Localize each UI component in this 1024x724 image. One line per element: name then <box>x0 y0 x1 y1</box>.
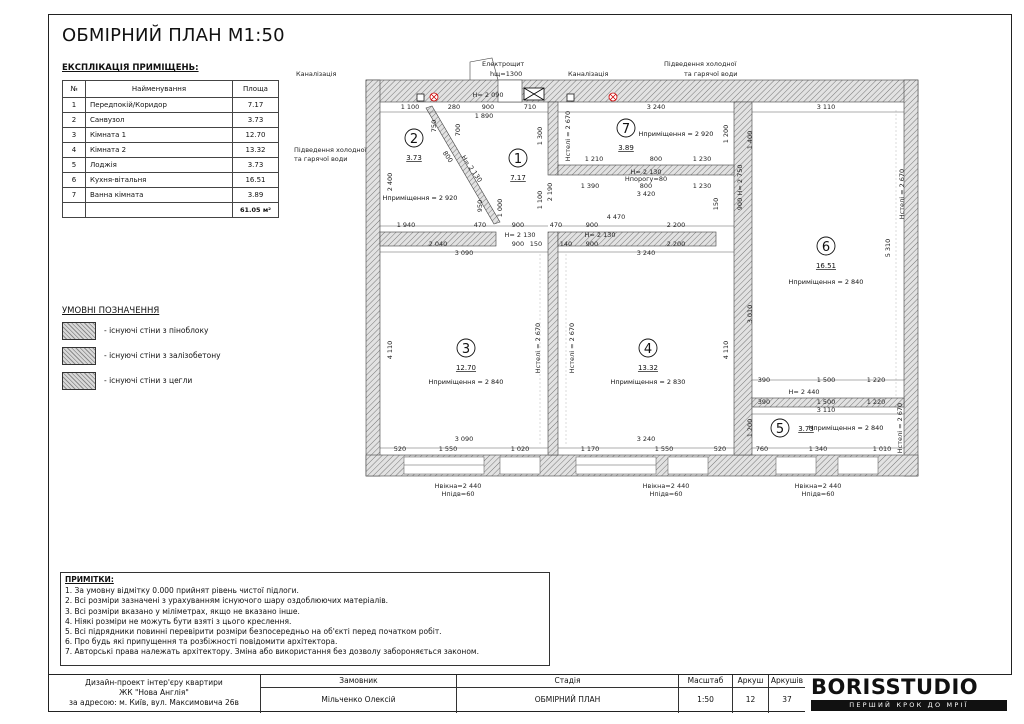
window-height: Hвікна=2 440 <box>642 482 690 490</box>
dimension-label: 1 400 <box>746 130 754 150</box>
dimension-label: 2 400 <box>386 172 394 192</box>
dimension-label: H= 2 090 <box>472 91 504 99</box>
dimension-label: 2 190 <box>546 182 554 202</box>
room-number: 4 <box>63 143 86 158</box>
room-area: 3.89 <box>618 144 634 152</box>
ceiling-height: Hстелі = 2 670 <box>568 322 576 374</box>
room-area: 3.89 <box>233 188 279 203</box>
legend-label: - існуючі стіни з цегли <box>104 376 193 385</box>
room-area: 16.51 <box>815 262 837 270</box>
room-number: 1 <box>513 152 523 167</box>
dimension-label: 1 500 <box>816 398 836 406</box>
supply-label: та гарячої води <box>684 70 738 78</box>
panel-label: Електрощит <box>482 60 525 68</box>
customer-label: Замовник <box>261 675 456 688</box>
total-area: 61.05 м² <box>233 203 279 218</box>
legend-label: - існуючі стіни з піноблоку <box>104 326 209 335</box>
dimension-label: 900 <box>585 240 599 248</box>
dimension-label: 1 230 <box>692 182 712 190</box>
dimension-label: Hпорогу=80 <box>624 175 668 183</box>
dimension-label: 1 020 <box>510 445 530 453</box>
legend-title: УМОВНІ ПОЗНАЧЕННЯ <box>62 306 160 316</box>
dimension-label: 5 310 <box>884 238 892 258</box>
dimension-label: 800 <box>639 182 653 190</box>
room-area: 3.73 <box>798 425 814 433</box>
room-number: 6 <box>821 240 831 255</box>
dimension-label: 1 300 <box>536 126 544 146</box>
ceiling-height: Hстелі = 2 670 <box>898 168 906 220</box>
customer-name: Мільченко Олексій <box>321 695 396 704</box>
dimension-label: 3 110 <box>816 103 836 111</box>
dimension-label: 2 200 <box>666 221 686 229</box>
dimension-label: 800 <box>649 155 663 163</box>
room-name: Ванна кімната <box>86 188 233 203</box>
dimension-label: 1 000 <box>496 198 504 218</box>
room-area: 13.32 <box>637 364 659 372</box>
dimension-label: 1 390 <box>580 182 600 190</box>
dimension-label: 1 100 <box>400 103 420 111</box>
room-name: Лоджія <box>86 158 233 173</box>
room-name: Кімната 2 <box>86 143 233 158</box>
room-height: Hприміщення = 2 840 <box>788 278 864 286</box>
note-item: 1. За умовну відмітку 0.000 прийнят рівень чистої підлоги. <box>65 586 299 596</box>
dimension-label: 1 340 <box>808 445 828 453</box>
sill-height: Hпідв=60 <box>441 490 475 498</box>
sill-height: Hпідв=60 <box>801 490 835 498</box>
col-area-header: Площа <box>233 81 279 98</box>
stage-label: Стадія <box>457 675 678 688</box>
dimension-label: 1 550 <box>654 445 674 453</box>
dimension-label: 950 <box>476 199 484 213</box>
window-height: Hвікна=2 440 <box>434 482 482 490</box>
room-area: 12.70 <box>455 364 477 372</box>
room-number: 5 <box>63 158 86 173</box>
stage-value: ОБМІРНИЙ ПЛАН <box>534 695 601 704</box>
dimension-label: 4 110 <box>722 340 730 360</box>
dimension-label: 1 220 <box>866 398 886 406</box>
page-title: ОБМІРНИЙ ПЛАН М1:50 <box>62 25 285 46</box>
room-height: Hприміщення = 2 840 <box>428 378 504 386</box>
sheets-value: 37 <box>782 695 792 704</box>
dimension-label: 3 420 <box>636 190 656 198</box>
project-line: ЖК "Нова Англія" <box>119 688 189 697</box>
dimension-label: 3 110 <box>816 406 836 414</box>
room-number: 3 <box>63 128 86 143</box>
project-description <box>48 675 260 713</box>
dimension-label: 520 <box>393 445 407 453</box>
dimension-label: 140 <box>559 240 573 248</box>
room-number: 7 <box>621 122 631 137</box>
sheet-cell <box>732 675 768 713</box>
room-number: 4 <box>643 342 653 357</box>
dimension-label: 390 <box>757 376 771 384</box>
note-item: 5. Всі підрядники повинні перевірити розміри безпосередньо на об'єкті перед початком робіт. <box>65 627 442 637</box>
dimension-label: 2 040 <box>428 240 448 248</box>
dimension-label: 3 240 <box>646 103 666 111</box>
dimension-label: H= 2 130 <box>584 231 616 239</box>
sill-height: Hпідв=60 <box>649 490 683 498</box>
dimension-label: 4 470 <box>606 213 626 221</box>
dimension-labels <box>394 91 892 498</box>
room-number: 2 <box>63 113 86 128</box>
ceiling-height: Hстелі = 2 670 <box>564 110 572 162</box>
notes-title: ПРИМІТКИ: <box>65 575 114 584</box>
supply-label: Підведення холодної <box>664 60 737 68</box>
window-height: Hвікна=2 440 <box>794 482 842 490</box>
legend-label: - існуючі стіни з залізобетону <box>104 351 221 360</box>
customer-cell <box>260 675 456 713</box>
dimension-label: 800 <box>440 149 455 165</box>
dimension-label: H= 2 750 <box>736 164 744 196</box>
sheet-value: 12 <box>745 695 756 704</box>
dimension-label: 900 <box>736 197 744 211</box>
room-height: Hприміщення = 2 920 <box>382 194 458 202</box>
dimension-label: 280 <box>447 103 461 111</box>
room-name: Кухня-вітальня <box>86 173 233 188</box>
room-height: Hприміщення = 2 920 <box>638 130 714 138</box>
scale-label: Масштаб <box>679 675 732 688</box>
room-area: 3.73 <box>406 154 422 162</box>
dimension-label: 3 090 <box>454 435 474 443</box>
sewer-label: Каналізація <box>296 70 337 78</box>
sheet-label: Аркуш <box>733 675 768 688</box>
room-area: 3.73 <box>233 158 279 173</box>
dimension-label: 1 550 <box>438 445 458 453</box>
dimension-label: 1 940 <box>396 221 416 229</box>
dimension-label: 2 200 <box>666 240 686 248</box>
dimension-label: H= 2 130 <box>459 153 484 184</box>
panel-height: hщ=1300 <box>490 70 523 78</box>
dimension-label: 750 <box>430 119 438 133</box>
supply-label: та гарячої води <box>294 155 348 163</box>
sheets-label: Аркушів <box>769 675 805 688</box>
dimension-label: 900 <box>481 103 495 111</box>
dimension-label: 1 230 <box>692 155 712 163</box>
room-number: 3 <box>461 342 471 357</box>
sewer-label: Каналізація <box>568 70 609 78</box>
room-number: 2 <box>409 132 419 147</box>
logo-slogan: ПЕРШИЙ КРОК ДО МРІЇ <box>811 700 1007 711</box>
room-number: 1 <box>63 98 86 113</box>
note-item: 2. Всі розміри зазначені з урахуванням існуючого шару оздоблюючих матеріалів. <box>65 596 389 606</box>
dimension-label: 520 <box>713 445 727 453</box>
note-item: 6. Про будь які припущення та розбіжності повідомити архітектора. <box>65 637 338 647</box>
room-height: Hприміщення = 2 830 <box>610 378 686 386</box>
note-item: 3. Всі розміри вказано у міліметрах, якщо не вказано інше. <box>65 606 300 616</box>
dimension-label: 470 <box>473 221 487 229</box>
dimension-label: H= 2 130 <box>504 231 536 239</box>
dimension-label: 3 240 <box>636 435 656 443</box>
ceiling-height: Hстелі = 2 670 <box>896 402 904 454</box>
dimension-label: 760 <box>755 445 769 453</box>
dimension-label: 900 <box>511 240 525 248</box>
dimension-label: 1 100 <box>536 190 544 210</box>
col-name-header: Найменування <box>86 81 233 98</box>
project-line: за адресою: м. Київ, вул. Максимовича 26в <box>69 698 239 707</box>
dimension-label: 150 <box>712 197 720 211</box>
supply-label: Підведення холодної <box>294 146 367 154</box>
scale-cell <box>678 675 732 713</box>
logo-text: BORISSTUDIO <box>811 675 979 699</box>
room-area: 12.70 <box>233 128 279 143</box>
dimension-label: 700 <box>454 123 462 137</box>
dimension-label: 1 210 <box>584 155 604 163</box>
dimension-label: 4 110 <box>386 340 394 360</box>
note-item: 7. Авторські права належать архітектору. Зміна або використання без дозволу забороняється законом. <box>65 647 479 657</box>
notes-box <box>60 572 550 666</box>
dimension-label: 3 010 <box>746 304 754 324</box>
studio-logo <box>805 675 1012 713</box>
room-area: 7.17 <box>510 174 526 182</box>
dimension-label: 1 010 <box>872 445 892 453</box>
scale-value: 1:50 <box>697 695 714 704</box>
project-line: Дизайн-проект інтер'єру квартири <box>85 678 223 687</box>
room-number: 6 <box>63 173 86 188</box>
dimension-label: 3 090 <box>454 249 474 257</box>
title-block <box>48 674 1012 713</box>
sheets-cell <box>768 675 805 713</box>
dimension-label: 390 <box>757 398 771 406</box>
room-area: 3.73 <box>233 113 279 128</box>
dimension-label: 1 890 <box>474 112 494 120</box>
ceiling-height: Hстелі = 2 670 <box>534 322 542 374</box>
col-number-header: № <box>63 81 86 98</box>
dimension-label: 900 <box>585 221 599 229</box>
dimension-label: 1 500 <box>816 376 836 384</box>
room-area: 13.32 <box>233 143 279 158</box>
dimension-label: 710 <box>523 103 537 111</box>
dimension-label: 1 220 <box>866 376 886 384</box>
stage-cell <box>456 675 678 713</box>
note-item: 4. Ніякі розміри не можуть бути взяті з цього креслення. <box>65 616 292 626</box>
room-name: Санвузол <box>86 113 233 128</box>
dimension-label: 150 <box>529 240 543 248</box>
dimension-label: 470 <box>549 221 563 229</box>
explication-title: ЕКСПЛІКАЦІЯ ПРИМІЩЕНЬ: <box>62 63 199 73</box>
dimension-label: 1 170 <box>580 445 600 453</box>
room-name: Кімната 1 <box>86 128 233 143</box>
dimension-label: H= 2 440 <box>788 388 820 396</box>
dimension-label: 1 200 <box>722 124 730 144</box>
room-area: 7.17 <box>233 98 279 113</box>
room-number: 7 <box>63 188 86 203</box>
dimension-label: H= 2 130 <box>630 168 662 176</box>
room-area: 16.51 <box>233 173 279 188</box>
room-height: Hприміщення = 2 840 <box>808 424 884 432</box>
room-number: 5 <box>775 422 785 437</box>
dimension-label: 1 200 <box>746 418 754 438</box>
dimension-label: 900 <box>511 221 525 229</box>
room-name: Передпокій/Коридор <box>86 98 233 113</box>
dimension-label: 3 240 <box>636 249 656 257</box>
